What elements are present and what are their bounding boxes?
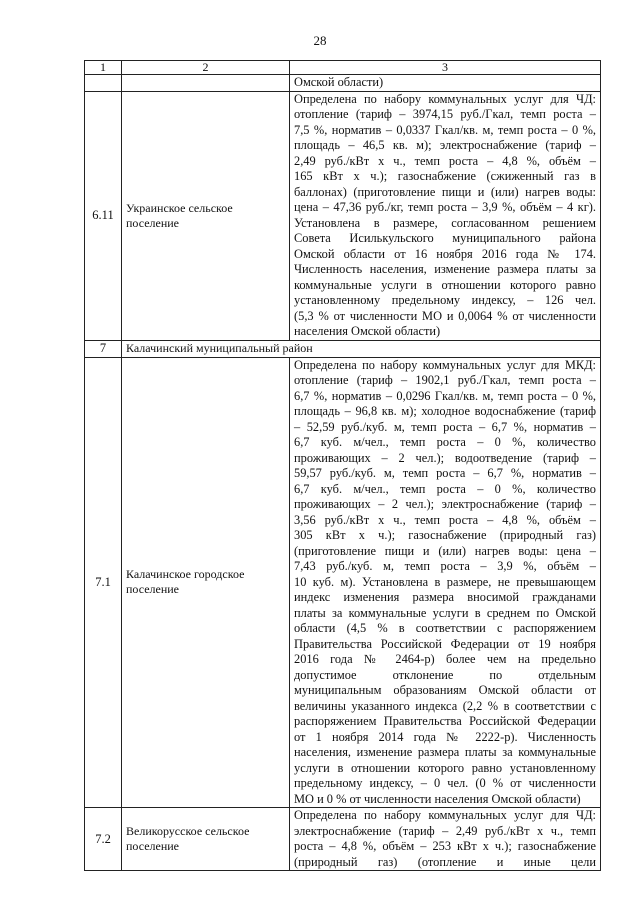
text-line: платы за коммунальные услуги в среднем по Омской bbox=[294, 605, 596, 620]
text-line: баллонах) (приготовление пищи и (или) нагрев воды: bbox=[294, 184, 596, 199]
text-line: роста – 4,8 %, объём – 253 кВт х ч.); газоснабжение bbox=[294, 839, 596, 853]
text-line: величины указанного индекса (2,2 % в соответствии с bbox=[294, 698, 596, 713]
text-line: (природный газ) (отопление и иные цели bbox=[294, 854, 596, 869]
text-line: проживающих – 2 чел.); водоотведение (тариф – bbox=[294, 450, 596, 465]
page-number: 28 bbox=[313, 33, 327, 48]
table-row-6-11 bbox=[85, 91, 601, 340]
municipal-table bbox=[84, 60, 601, 871]
text-line: 2,49 руб./кВт х ч., темп роста – 4,8 %, объём – bbox=[294, 153, 596, 168]
row-description bbox=[290, 808, 601, 871]
row-number-cell bbox=[85, 75, 122, 92]
header-col-3: 3 bbox=[290, 61, 601, 75]
text-line: населения, изменение размера платы за коммунальные bbox=[294, 745, 596, 759]
text-line: Омской области) bbox=[294, 75, 384, 89]
text-line: площадь – 46,5 кв. м); электроснабжение (тариф – bbox=[294, 138, 596, 152]
text-line: распоряжением Правительства Российской Федерации bbox=[294, 714, 596, 728]
text-line: услуги в отношении которого равно установленному bbox=[294, 760, 596, 775]
text-line: индекс изменения размера вносимой гражданами bbox=[294, 590, 596, 604]
text-line: (приготовление пищи и (или) нагрев воды: цена – bbox=[294, 543, 596, 558]
text-line: 6,7 %, норматив – 0,0296 Гкал/кв. м, темп роста – 0 %, bbox=[294, 388, 596, 403]
text-line: коммунальные услуги в отношении которого равно bbox=[294, 277, 596, 292]
row-number: 7.2 bbox=[85, 808, 122, 871]
row-number: 6.11 bbox=[85, 91, 122, 340]
table-row-7-district bbox=[85, 340, 601, 357]
text-line: Правительства Российской Федерации от 19 ноября bbox=[294, 636, 596, 651]
text-line: 6,7 куб. м/чел., темп роста – 0 %, количество bbox=[294, 481, 596, 496]
text-line: Установлена в размере, согласованном решением bbox=[294, 215, 596, 230]
text-line: Калачинское городское bbox=[126, 567, 245, 582]
text-line: 6,7 куб. м/чел., темп роста – 0 %, количество bbox=[294, 435, 596, 449]
text-line: Великорусское сельское bbox=[126, 824, 250, 838]
row-number: 7.1 bbox=[85, 357, 122, 808]
text-line: допустимое отклонение по отдельным bbox=[294, 667, 596, 682]
text-line: – 52,59 руб./куб. м, темп роста – 6,7 %, норматив – bbox=[294, 419, 596, 434]
text-line: Совета Исилькульского муниципального района bbox=[294, 231, 596, 245]
district-title: Калачинский муниципальный район bbox=[122, 340, 601, 357]
text-line: Определена по набору коммунальных услуг для ЧД: bbox=[294, 808, 596, 822]
text-line: 2016 года № 2464-р) более чем на предельно bbox=[294, 652, 596, 666]
text-line: отопление (тариф – 1902,1 руб./Гкал, темп роста – bbox=[294, 373, 596, 387]
text-line: поселение bbox=[126, 215, 180, 230]
text-line: 59,57 руб./куб. м, темп роста – 6,7 %, норматив – bbox=[294, 466, 596, 480]
table-row-7-2 bbox=[85, 808, 601, 871]
text-line: предельному индексу, – 0 чел. (0 % от численности bbox=[294, 776, 596, 790]
table-row-7-1 bbox=[85, 357, 601, 808]
row-name bbox=[122, 357, 290, 808]
text-line: электроснабжение (тариф – 2,49 руб./кВт х ч., темп bbox=[294, 823, 596, 838]
row-description bbox=[290, 357, 601, 808]
table-row-continuation bbox=[85, 75, 601, 92]
text-line: Численность населения, изменение размера платы за bbox=[294, 262, 596, 276]
row-description bbox=[290, 75, 601, 92]
text-line: МО и 0 % от численности населения Омской области) bbox=[294, 791, 581, 806]
text-line: Определена по набору коммунальных услуг для ЧД: bbox=[294, 91, 596, 106]
text-line: области (4,5 % в соответствии с распоряжением bbox=[294, 621, 596, 635]
text-line: площадь – 96,8 кв. м); холодное водоснабжение (тариф bbox=[294, 404, 596, 418]
text-line: поселение bbox=[126, 582, 180, 597]
text-line: 7,43 руб./куб. м, темп роста – 3,9 %, объём – bbox=[294, 559, 596, 573]
text-line: цена – 47,36 руб./кг, темп роста – 3,9 %, объём – 4 кг). bbox=[294, 200, 596, 214]
text-line: установленному предельному индексу, – 126 чел. bbox=[294, 293, 596, 307]
text-line: 10 куб. м). Установлена в размере, не превышающем bbox=[294, 574, 596, 589]
district-number: 7 bbox=[85, 340, 122, 357]
text-line: 3,56 руб./кВт х ч., темп роста – 4,8 %, объём – bbox=[294, 512, 596, 527]
text-line: (5,3 % от численности МО и 0,0064 % от численности bbox=[294, 308, 596, 323]
row-name-cell bbox=[122, 75, 290, 92]
header-col-2: 2 bbox=[122, 61, 290, 75]
text-line: проживающих – 2 чел.); электроснабжение (тариф – bbox=[294, 497, 596, 511]
text-line: Омской области от 16 ноября 2016 года № 174. bbox=[294, 246, 596, 261]
text-line: 165 кВт х ч.); газоснабжение (сжиженный газ в bbox=[294, 169, 596, 183]
text-line: поселение bbox=[126, 839, 180, 853]
text-line: Определена по набору коммунальных услуг для МКД: bbox=[294, 357, 596, 372]
text-line: отопление (тариф – 3974,15 руб./Гкал, темп роста – bbox=[294, 107, 596, 121]
text-line: Украинское сельское bbox=[126, 200, 233, 215]
text-line: 7,5 %, норматив – 0,0337 Гкал/кв. м, темп роста – 0 %, bbox=[294, 122, 596, 137]
text-line: муниципальным образованиям Омской области от bbox=[294, 683, 596, 697]
text-line: 305 кВт х ч.); газоснабжение (природный газ) bbox=[294, 528, 596, 542]
row-description bbox=[290, 91, 601, 340]
row-name bbox=[122, 91, 290, 340]
header-col-1: 1 bbox=[85, 61, 122, 75]
text-line: населения Омской области) bbox=[294, 324, 441, 338]
table-header-row bbox=[85, 61, 601, 75]
text-line: от 1 ноября 2014 года № 2222-р). Численность bbox=[294, 729, 596, 744]
row-name bbox=[122, 808, 290, 871]
